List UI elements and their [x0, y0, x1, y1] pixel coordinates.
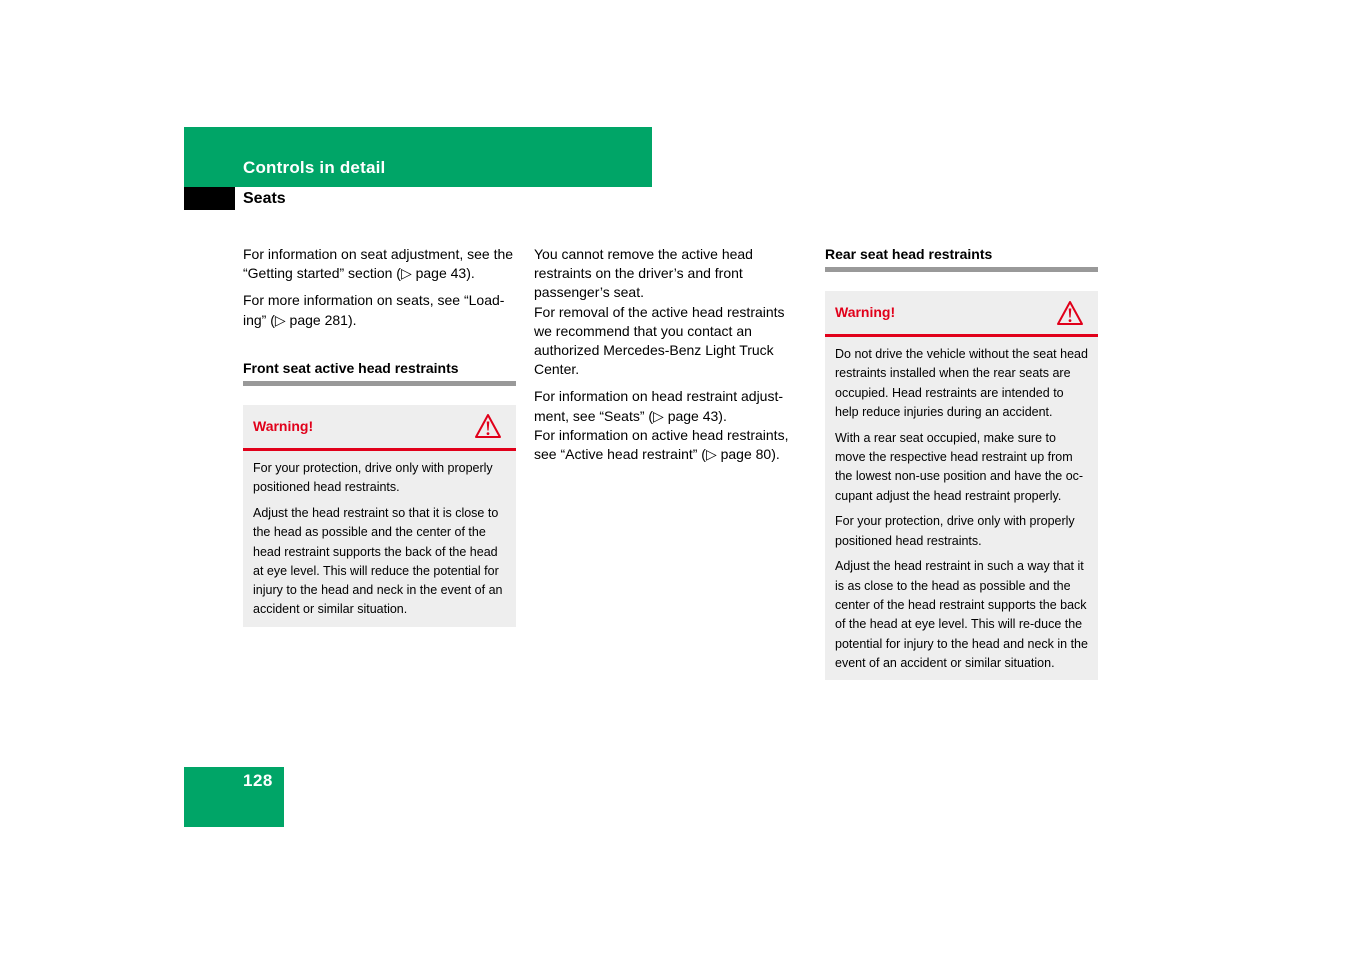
front-seat-heading: Front seat active head restraints [243, 359, 516, 386]
column-3 [825, 245, 1098, 680]
body-paragraph: For removal of the active head restraints we recommend that you contact an authorized Mercedes-Benz Light Truck Center. [534, 303, 785, 378]
subsection-title: Seats [243, 190, 286, 207]
warning-triangle-icon [474, 413, 502, 439]
body-paragraph: You cannot remove the active head restraints on the driver’s and front passenger’s seat. [534, 246, 753, 301]
warning-paragraph: For your protection, drive only with properly positioned head restraints. [253, 460, 493, 495]
warning-body [825, 337, 1098, 680]
rear-seat-warning-box [825, 291, 1098, 680]
warning-label: Warning! [835, 303, 896, 320]
warning-paragraph: Adjust the head restraint so that it is close to the head as possible and the center of the head restraint supports the back of the head at eye level. This will reduce the potential for injury to the head and neck in the event of an accident or similar situation. [253, 505, 503, 617]
warning-triangle-icon [1056, 300, 1084, 326]
section-title: Controls in detail [243, 158, 386, 177]
body-paragraph: For information on active head restraints, see “Active head restraint” (▷ page 80). [534, 426, 789, 463]
warning-header [243, 405, 516, 451]
rear-seat-heading: Rear seat head restraints [825, 245, 1098, 272]
warning-paragraph: For your protection, drive only with properly positioned head restraints. [835, 514, 1075, 548]
header-band [184, 127, 652, 187]
intro-paragraph: For information on seat adjustment, see the “Getting started” section (▷ page 43). [243, 246, 514, 282]
page-number: 128 [243, 771, 273, 790]
body-paragraph: For information on head restraint adjust-ment, see “Seats” (▷ page 43). [534, 388, 784, 424]
warning-paragraph: With a rear seat occupied, make sure to move the respective head restraint up from the lowest non-use position and have the oc-cupant adjust the head restraint properly. [835, 430, 1084, 503]
column-1 [243, 245, 516, 627]
warning-header [825, 291, 1098, 337]
warning-paragraph: Do not drive the vehicle without the seat head restraints installed when the rear seats are occupied. Head restraints are intended to help reduce injuries during an accident. [835, 347, 1088, 419]
intro-paragraph: For more information on seats, see “Load-ing” (▷ page 281). [243, 292, 505, 328]
warning-body [243, 451, 516, 627]
warning-paragraph: Adjust the head restraint in such a way that it is as close to the head as possible and the center of the head restraint supports the back of the head at eye level. This will re-duce the potential for injury to the head and neck in the event of an accident or similar situation. [835, 559, 1088, 670]
column-2 [534, 245, 806, 472]
front-seat-warning-box [243, 405, 516, 627]
section-marker [184, 187, 235, 210]
warning-label: Warning! [253, 417, 314, 434]
